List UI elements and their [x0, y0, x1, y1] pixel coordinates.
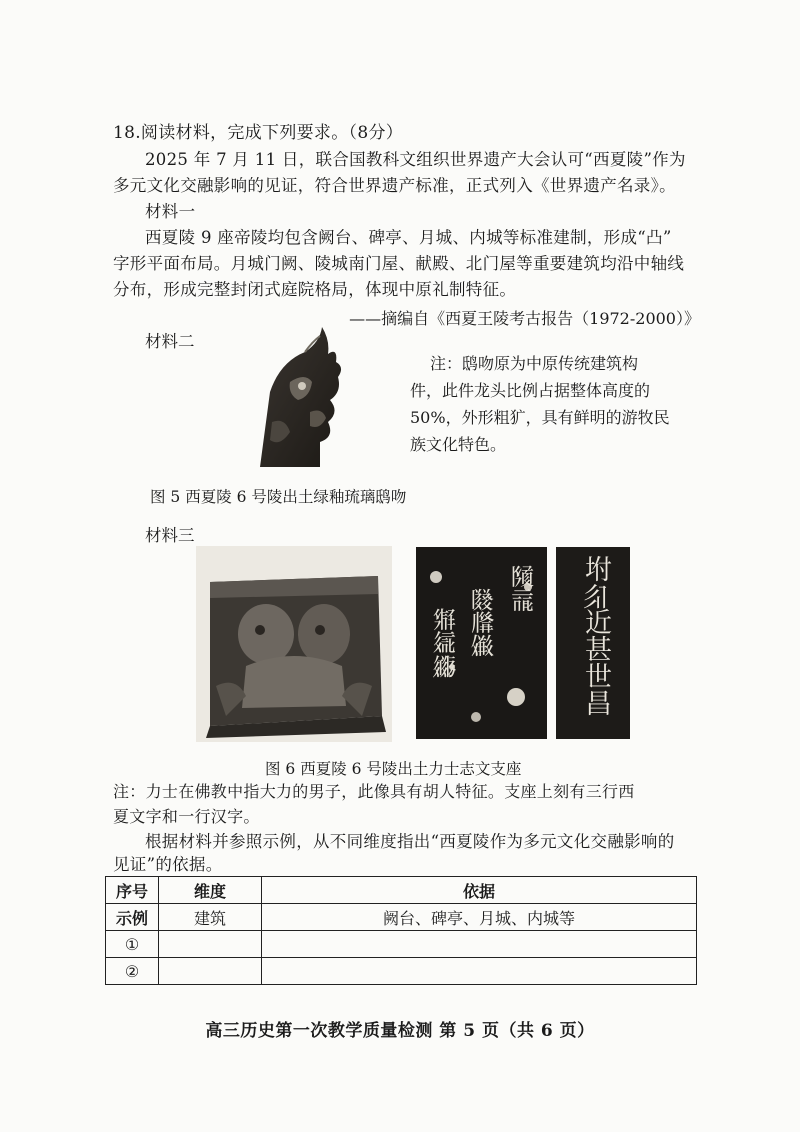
rubbing-chinese-column: 坿𗼃近甚世昌 [580, 555, 611, 717]
question-heading: 18.阅读材料，完成下列要求。（8分） [113, 123, 404, 143]
lishi-pedestal-photo [196, 546, 392, 742]
header-index: 序号 [106, 877, 159, 904]
cell-index: 示例 [106, 904, 159, 931]
stone-pedestal-icon [196, 546, 392, 742]
table-row [106, 958, 697, 985]
material2-note-4: 族文化特色。 [410, 435, 507, 454]
table-row [106, 904, 697, 931]
material3-label: 材料三 [145, 526, 195, 545]
cell-basis-input[interactable] [262, 958, 697, 985]
answer-table [105, 876, 697, 985]
material3-note-1: 注：力士在佛教中指大力的男子，此像具有胡人特征。支座上刻有三行西 [113, 782, 635, 801]
page-footer: 高三历史第一次教学质量检测 第 5 页（共 6 页） [205, 1021, 595, 1041]
cell-basis-input[interactable] [262, 931, 697, 958]
task-line-2: 见证”的依据。 [113, 855, 223, 874]
table-header-row [106, 877, 697, 904]
chinese-rubbing-right [556, 547, 630, 739]
material1-source: ——摘编自《西夏王陵考古报告（1972-2000）》 [349, 309, 700, 328]
rubbing-column-1: 𗂧𗄈 [508, 565, 536, 612]
material1-line-3: 分布，形成完整封闭式庭院格局，体现中原礼制特征。 [113, 280, 517, 299]
intro-line-1: 2025 年 7 月 11 日，联合国教科文组织世界遗产大会认可“西夏陵”作为 [145, 150, 686, 169]
intro-line-2: 多元文化交融影响的见证，符合世界遗产标准，正式列入《世界遗产名录》。 [113, 176, 676, 195]
rubbing-column-3: 𗋃𗦇𗪓 [430, 607, 458, 678]
material1-line-2: 字形平面布局。月城门阙、陵城南门屋、献殿、北门屋等重要建筑均沿中轴线 [113, 254, 685, 273]
material1-label: 材料一 [145, 202, 196, 221]
material3-note-2: 夏文字和一行汉字。 [113, 807, 260, 826]
header-dimension: 维度 [159, 877, 262, 904]
cell-dimension-input[interactable] [159, 931, 262, 958]
material2-label: 材料二 [145, 332, 195, 351]
cell-index: ① [106, 931, 159, 958]
cell-dimension: 建筑 [159, 904, 262, 931]
rubbing-column-2: 𗃊𗆄𗏹 [468, 587, 496, 658]
material2-note-2: 件，此件龙头比例占据整体高度的 [410, 381, 651, 400]
material2-note-1: 注：鸱吻原为中原传统建筑构 [430, 354, 639, 373]
table-row [106, 931, 697, 958]
task-line-1: 根据材料并参照示例，从不同维度指出“西夏陵作为多元文化交融影响的 [145, 832, 675, 851]
header-basis: 依据 [262, 877, 697, 904]
cell-dimension-input[interactable] [159, 958, 262, 985]
cell-basis: 阙台、碑亭、月城、内城等 [262, 904, 697, 931]
figure5-caption: 图 5 西夏陵 6 号陵出土绿釉琉璃鸱吻 [150, 488, 407, 506]
material2-note-3: 50%，外形粗犷，具有鲜明的游牧民 [410, 408, 670, 427]
xixia-rubbing-left [416, 547, 547, 739]
figure6-caption: 图 6 西夏陵 6 号陵出土力士志文支座 [265, 760, 522, 778]
chiwen-figure [250, 322, 350, 472]
chiwen-ornament-icon [250, 322, 350, 472]
cell-index: ② [106, 958, 159, 985]
material1-line-1: 西夏陵 9 座帝陵均包含阙台、碑亭、月城、内城等标准建制，形成“凸” [145, 228, 672, 247]
